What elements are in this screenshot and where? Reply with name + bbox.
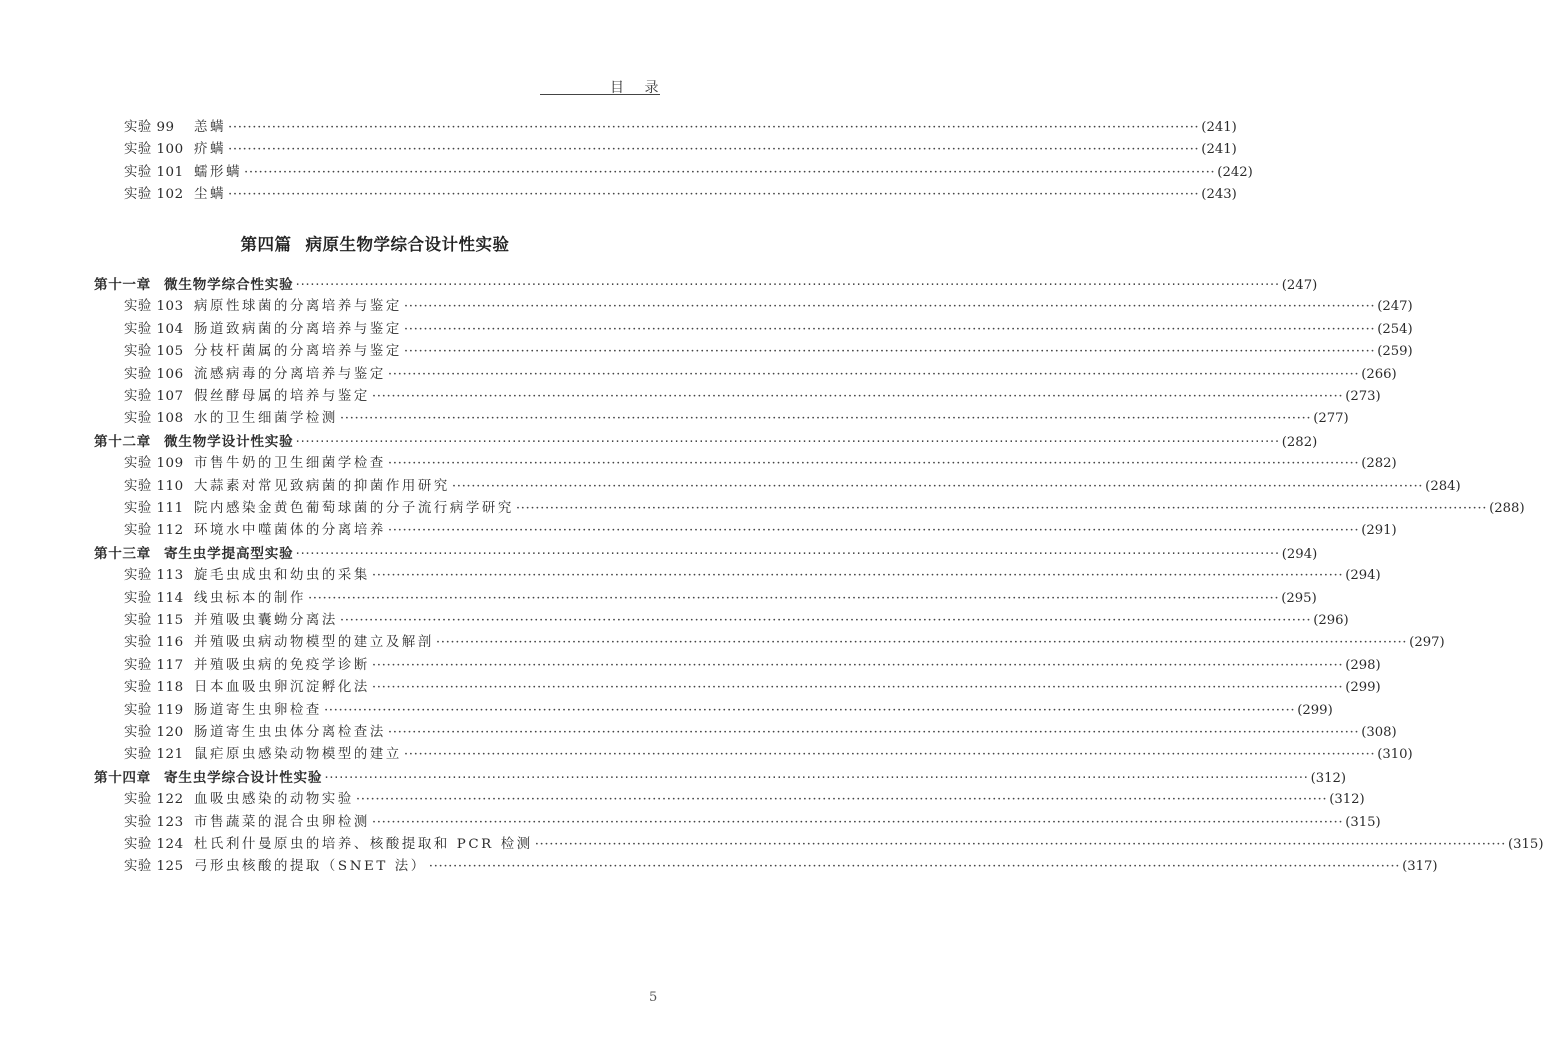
toc-chapter[interactable] <box>94 431 1318 453</box>
toc-entry[interactable] <box>124 408 1349 430</box>
toc-entry[interactable] <box>124 364 1397 386</box>
experiment-title: 线虫标本的制作 <box>194 590 306 606</box>
page-reference: (273) <box>1345 389 1381 404</box>
experiment-title: 并殖吸虫病的免疫学诊断 <box>194 657 370 673</box>
toc-entry[interactable] <box>124 139 1237 161</box>
page-reference: (247) <box>1377 299 1413 315</box>
experiment-title: 大蒜素对常见致病菌的抑菌作用研究 <box>194 478 450 494</box>
leader-dots: ········································································································································································································ <box>323 702 1296 718</box>
experiment-title: 水的卫生细菌学检测 <box>194 411 338 427</box>
leader-dots: ········································································································································································································ <box>403 299 1376 315</box>
page-reference: (241) <box>1201 120 1237 135</box>
toc-entry[interactable] <box>124 565 1381 587</box>
toc-chapter[interactable] <box>94 767 1347 789</box>
experiment-title: 旋毛虫成虫和幼虫的采集 <box>194 568 370 584</box>
experiment-number: 实验 107 <box>124 389 184 404</box>
toc-entry[interactable] <box>124 184 1237 206</box>
experiment-title: 肠道寄生虫卵检查 <box>194 702 322 718</box>
experiment-title: 流感病毒的分离培养与鉴定 <box>194 366 386 382</box>
leader-dots: ········································································································································································································ <box>243 164 1216 180</box>
leader-dots: ········································································································································································································ <box>387 725 1360 740</box>
part-heading <box>0 231 750 255</box>
experiment-title: 蠕形螨 <box>194 164 242 180</box>
experiment-title: 并殖吸虫囊蚴分离法 <box>194 613 338 628</box>
leader-dots: ········································································································································································································ <box>387 523 1360 539</box>
experiment-title: 院内感染金黄色葡萄球菌的分子流行病学研究 <box>194 501 514 516</box>
page-reference: (315) <box>1345 814 1381 830</box>
part-title: 病原生物学综合设计性实验 <box>305 235 510 254</box>
leader-dots: ········································································································································································································ <box>307 590 1280 606</box>
page-reference: (284) <box>1425 478 1461 494</box>
leader-dots: ········································································································································································································ <box>371 814 1344 830</box>
experiment-number: 实验 113 <box>124 568 184 584</box>
leader-dots: ········································································································································································································ <box>387 366 1360 382</box>
experiment-number: 实验 112 <box>124 523 184 539</box>
leader-dots: ········································································································································································································ <box>227 120 1200 135</box>
experiment-title: 环境水中噬菌体的分离培养 <box>194 523 386 539</box>
experiment-title: 病原性球菌的分离培养与鉴定 <box>194 299 402 315</box>
toc-entry[interactable] <box>124 744 1413 766</box>
leader-dots: ········································································································································································································ <box>295 433 1280 450</box>
experiment-title: 弓形虫核酸的提取（SNET 法） <box>194 859 427 875</box>
page-reference: (310) <box>1377 747 1413 763</box>
page-reference: (297) <box>1409 635 1445 651</box>
experiment-title: 血吸虫感染的动物实验 <box>194 792 354 808</box>
leader-dots: ········································································································································································································ <box>403 344 1376 360</box>
toc-chapter[interactable] <box>94 543 1318 565</box>
leader-dots: ········································································································································································································ <box>227 142 1200 158</box>
experiment-number: 实验 114 <box>124 590 184 606</box>
experiment-title: 疥螨 <box>194 142 226 158</box>
toc-chapter[interactable] <box>94 274 1318 296</box>
experiment-title: 恙螨 <box>194 120 226 135</box>
experiment-title: 分枝杆菌属的分离培养与鉴定 <box>194 344 402 360</box>
leader-dots: ········································································································································································································ <box>339 613 1312 628</box>
page-reference: (317) <box>1402 859 1438 875</box>
chapter-number: 第十一章 <box>94 277 151 293</box>
experiment-number: 实验 115 <box>124 613 184 628</box>
experiment-number: 实验 120 <box>124 725 184 740</box>
experiment-number: 实验 124 <box>124 837 184 852</box>
toc-entry[interactable] <box>124 655 1381 677</box>
experiment-number: 实验 109 <box>124 456 184 472</box>
toc-entry[interactable] <box>124 453 1397 475</box>
toc-entry[interactable] <box>124 386 1381 408</box>
chapter-title: 微生物学设计性实验 <box>164 433 294 450</box>
experiment-title: 鼠疟原虫感染动物模型的建立 <box>194 747 402 763</box>
experiment-title: 假丝酵母属的培养与鉴定 <box>194 389 370 404</box>
toc-entry[interactable] <box>124 296 1413 318</box>
toc-entry[interactable] <box>124 700 1333 722</box>
header-title: 目 录 <box>610 80 667 96</box>
experiment-number: 实验 102 <box>124 187 184 203</box>
leader-dots: ········································································································································································································ <box>435 635 1408 651</box>
experiment-title: 市售牛奶的卫生细菌学检查 <box>194 456 386 472</box>
experiment-number: 实验 103 <box>124 299 184 315</box>
toc-entry[interactable] <box>124 789 1365 811</box>
chapter-number: 第十三章 <box>94 545 151 562</box>
leader-dots: ········································································································································································································ <box>515 501 1488 516</box>
leader-dots: ········································································································································································································ <box>324 769 1309 786</box>
leader-dots: ········································································································································································································ <box>371 680 1344 696</box>
toc-entry[interactable] <box>124 722 1397 744</box>
experiment-title: 肠道致病菌的分离培养与鉴定 <box>194 321 402 337</box>
experiment-number: 实验 122 <box>124 792 184 808</box>
experiment-number: 实验 106 <box>124 366 184 382</box>
experiment-number: 实验 117 <box>124 657 184 673</box>
leader-dots: ········································································································································································································ <box>451 478 1424 494</box>
experiment-title: 并殖吸虫病动物模型的建立及解剖 <box>194 635 434 651</box>
toc-entry[interactable] <box>124 476 1461 498</box>
page-reference: (294) <box>1281 546 1318 562</box>
leader-dots: ········································································································································································································ <box>403 321 1376 337</box>
experiment-title: 杜氏利什曼原虫的培养、核酸提取和 PCR 检测 <box>194 837 533 852</box>
toc-entry[interactable] <box>124 498 1525 520</box>
part-label: 第四篇 <box>240 235 292 254</box>
leader-dots: ········································································································································································································ <box>371 657 1344 673</box>
leader-dots: ········································································································································································································ <box>387 456 1360 472</box>
chapter-title: 寄生虫学提高型实验 <box>164 545 294 562</box>
page-reference: (266) <box>1361 366 1397 382</box>
experiment-number: 实验 110 <box>124 478 184 494</box>
page-reference: (296) <box>1313 613 1349 628</box>
page-reference: (312) <box>1329 792 1365 808</box>
experiment-number: 实验 100 <box>124 142 184 158</box>
leader-dots: ········································································································································································································ <box>339 411 1312 427</box>
toc-entry[interactable] <box>124 677 1381 699</box>
experiment-number: 实验 105 <box>124 344 184 360</box>
page-reference: (259) <box>1377 344 1413 360</box>
leader-dots: ········································································································································································································ <box>428 859 1401 875</box>
leader-dots: ········································································································································································································ <box>295 545 1280 562</box>
experiment-number: 实验 125 <box>124 859 184 875</box>
leader-dots: ········································································································································································································ <box>403 747 1376 763</box>
experiment-number: 实验 108 <box>124 411 184 427</box>
page-reference: (299) <box>1345 680 1381 696</box>
chapter-title: 微生物学综合性实验 <box>164 277 294 293</box>
experiment-title: 日本血吸虫卵沉淀孵化法 <box>194 680 370 696</box>
leader-dots: ········································································································································································································ <box>355 792 1328 808</box>
toc-entry[interactable] <box>124 834 1543 856</box>
page-reference: (291) <box>1361 523 1397 539</box>
page-reference: (243) <box>1201 187 1237 203</box>
leader-dots: ········································································································································································································ <box>534 837 1506 852</box>
page-reference: (308) <box>1361 725 1397 740</box>
page-number: 5 <box>649 990 658 1005</box>
toc-entry[interactable] <box>124 632 1445 654</box>
experiment-number: 实验 116 <box>124 635 184 651</box>
experiment-number: 实验 111 <box>124 501 184 516</box>
toc-entry[interactable] <box>124 162 1253 184</box>
toc-entry[interactable] <box>124 520 1397 542</box>
leader-dots: ········································································································································································································ <box>227 187 1200 203</box>
page-reference: (242) <box>1217 164 1253 180</box>
experiment-number: 实验 123 <box>124 814 184 830</box>
page-reference: (241) <box>1201 142 1237 158</box>
experiment-title: 肠道寄生虫虫体分离检查法 <box>194 725 386 740</box>
page-reference: (282) <box>1281 434 1318 450</box>
experiment-number: 实验 118 <box>124 680 184 696</box>
toc-entry[interactable] <box>124 117 1237 139</box>
page-reference: (298) <box>1345 657 1381 673</box>
leader-dots: ········································································································································································································ <box>371 568 1344 584</box>
experiment-number: 实验 104 <box>124 321 184 337</box>
leader-dots: ········································································································································································································ <box>295 277 1280 293</box>
page-reference: (315) <box>1508 837 1543 852</box>
experiment-number: 实验 101 <box>124 164 184 180</box>
toc-entry[interactable] <box>124 812 1381 834</box>
page-reference: (282) <box>1361 456 1397 472</box>
page-reference: (299) <box>1297 702 1333 718</box>
toc-entry[interactable] <box>124 856 1438 878</box>
toc-entry[interactable] <box>124 319 1413 341</box>
chapter-number: 第十二章 <box>94 433 151 450</box>
toc-entry[interactable] <box>124 610 1349 632</box>
experiment-title: 市售蔬菜的混合虫卵检测 <box>194 814 370 830</box>
chapter-number: 第十四章 <box>94 769 151 786</box>
page-reference: (295) <box>1281 590 1317 606</box>
experiment-number: 实验 121 <box>124 747 184 763</box>
toc-entry[interactable] <box>124 341 1413 363</box>
experiment-number: 实验 119 <box>124 702 184 718</box>
page-reference: (294) <box>1345 568 1381 584</box>
chapter-title: 寄生虫学综合设计性实验 <box>164 769 323 786</box>
page-reference: (288) <box>1489 501 1525 516</box>
page-reference: (312) <box>1310 770 1347 786</box>
experiment-title: 尘螨 <box>194 187 226 203</box>
page-reference: (247) <box>1281 278 1318 293</box>
leader-dots: ········································································································································································································ <box>371 389 1344 404</box>
page-reference: (254) <box>1377 321 1413 337</box>
toc-entry[interactable] <box>124 588 1317 610</box>
experiment-number: 实验 99 <box>124 120 175 135</box>
page-reference: (277) <box>1313 411 1349 427</box>
